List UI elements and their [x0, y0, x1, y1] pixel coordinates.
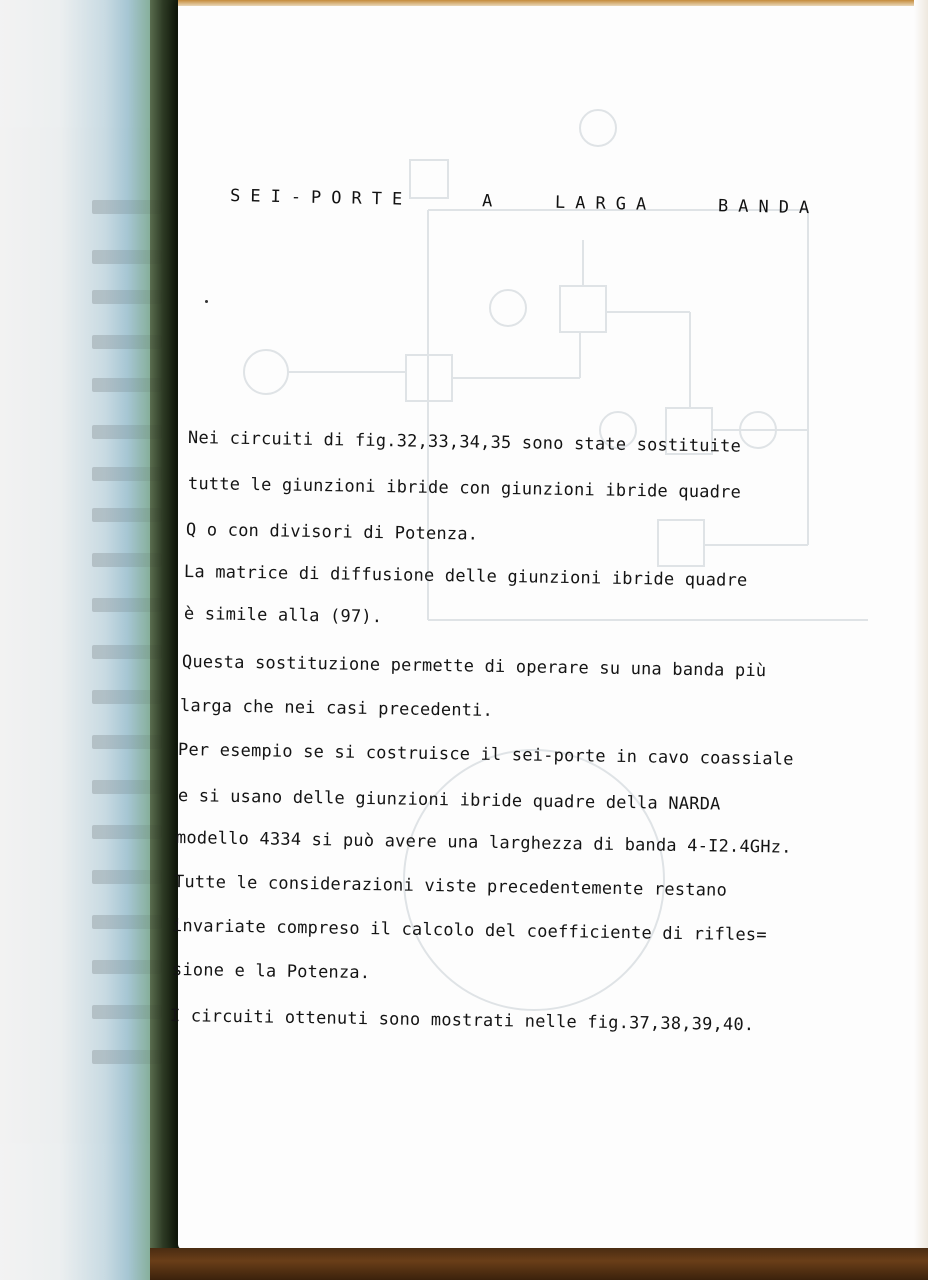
body-line: sione e la Potenza.	[171, 960, 371, 984]
facing-text-shadow	[92, 645, 162, 659]
body-line: La matrice di diffusione delle giunzioni ibride quadre	[183, 562, 748, 591]
page-right-edge	[914, 0, 928, 1250]
facing-text-shadow	[92, 690, 162, 704]
facing-text-shadow	[92, 598, 162, 612]
title-word: LARGA	[554, 192, 657, 215]
body-line: e si usano delle giunzioni ibride quadre della NARDA	[177, 786, 721, 815]
facing-text-shadow	[92, 1050, 162, 1064]
facing-text-shadow	[92, 290, 162, 304]
body-line: è simile alla (97).	[183, 604, 383, 628]
facing-text-shadow	[92, 960, 162, 974]
facing-text-shadow	[92, 825, 162, 839]
facing-text-shadow	[92, 335, 162, 349]
facing-text-shadow	[92, 553, 162, 567]
facing-text-shadow	[92, 378, 162, 392]
title-word: A	[481, 191, 503, 212]
title-word: BANDA	[717, 196, 820, 219]
body-line: modello 4334 si può avere una larghezza di banda 4-I2.4GHz.	[175, 828, 792, 858]
facing-text-shadow	[92, 735, 162, 749]
facing-text-shadow	[92, 200, 162, 214]
title-word: SEI-PORTE	[229, 186, 413, 210]
facing-text-shadow	[92, 508, 162, 522]
body-line: Questa sostituzione permette di operare su una banda più	[181, 652, 767, 682]
body-line: I circuiti ottenuti sono mostrati nelle fig.37,38,39,40.	[169, 1006, 755, 1036]
facing-text-shadow	[92, 915, 162, 929]
facing-text-shadow	[92, 780, 162, 794]
body-line: Q o con divisori di Potenza.	[185, 520, 479, 545]
facing-text-shadow	[92, 1005, 162, 1019]
facing-page	[0, 0, 150, 1280]
page-top-edge	[178, 0, 928, 6]
body-line: tutte le giunzioni ibride con giunzioni ibride quadre	[187, 474, 742, 503]
facing-text-shadow	[92, 250, 162, 264]
facing-text-shadow	[92, 467, 162, 481]
body-line: invariate compreso il calcolo del coefficiente di rifles=	[171, 916, 767, 946]
body-line: Per esempio se si costruisce il sei-porte in cavo coassiale	[177, 740, 794, 770]
facing-text-shadow	[92, 425, 162, 439]
body-line: larga che nei casi precedenti.	[179, 696, 494, 721]
body-line: Tutte le considerazioni viste precedentemente restano	[173, 872, 728, 901]
body-line: Nei circuiti di fig.32,33,34,35 sono state sostituite	[187, 428, 742, 457]
book-cover-edge	[150, 1248, 928, 1280]
facing-text-shadow	[92, 870, 162, 884]
ink-speck	[205, 300, 208, 303]
